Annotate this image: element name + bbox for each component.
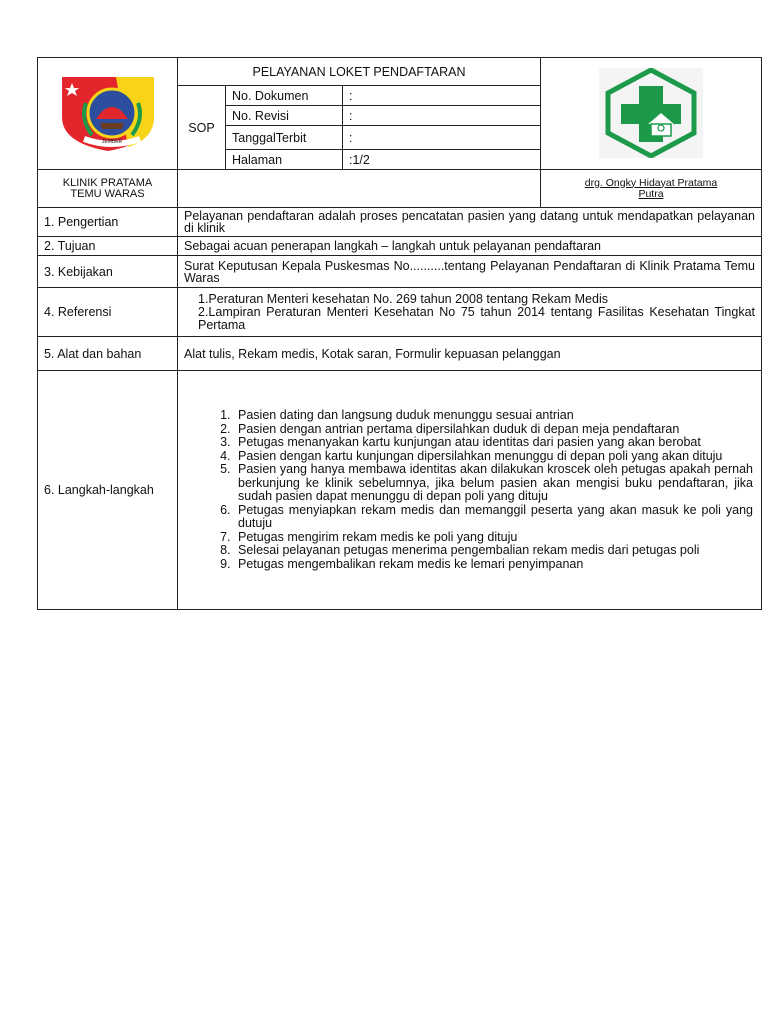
regency-logo-text: JEMBER (101, 138, 122, 145)
step-item: 1. Pasien dating dan langsung duduk menunggu sesuai antrian (234, 409, 753, 423)
section-label-pengertian: 1. Pengertian (38, 208, 178, 237)
section-text-kebijakan: Surat Keputusan Kepala Puskesmas No..........tentang Pelayanan Pendaftaran di Klinik Pratama Temu Waras (178, 256, 762, 288)
step-item: 7. Petugas mengirim rekam medis ke poli yang dituju (234, 531, 753, 545)
sop-label: SOP (178, 86, 226, 170)
signer-name-line2: Putra (638, 187, 664, 200)
clinic-cross-logo (599, 68, 703, 158)
clinic-logo-cell (541, 58, 762, 170)
section-text-referensi (178, 288, 762, 337)
section-text-langkah (178, 371, 762, 610)
section-label-langkah: 6. Langkah-langkah (38, 371, 178, 610)
revision-label: No. Revisi (226, 106, 343, 126)
section-text-pengertian: Pelayanan pendaftaran adalah proses pencatatan pasien yang datang untuk mendapatkan pelayanan di klinik (178, 208, 762, 237)
regency-shield-logo (56, 73, 160, 153)
signer-name (541, 170, 762, 208)
step-item: 9. Petugas mengembalikan rekam medis ke lemari penyimpanan (234, 558, 753, 572)
signer-name-line1: drg. Ongky Hidayat Pratama (584, 176, 718, 189)
clinic-name-line1: KLINIK PRATAMA (62, 176, 153, 189)
section-label-referensi: 4. Referensi (38, 288, 178, 337)
sop-document (37, 57, 761, 610)
page-label: Halaman (226, 150, 343, 170)
step-item: 5. Pasien yang hanya membawa identitas akan dilakukan kroscek oleh petugas apakah pernah berkunjung ke klinik sebelumnya, jika belum pasien akan mengisi buku pendaftaran, jika sudah pasien dapat menunggu di depan poli yang dituju (234, 463, 753, 504)
revision-value: : (343, 106, 541, 126)
step-item: 6. Petugas menyiapkan rekam medis dan memanggil peserta yang akan masuk ke poli yang dutuju (234, 504, 753, 531)
steps-list (184, 409, 753, 571)
page-value: :1/2 (343, 150, 541, 170)
issue-date-label: TanggalTerbit (226, 126, 343, 150)
section-text-tujuan: Sebagai acuan penerapan langkah – langkah untuk pelayanan pendaftaran (178, 237, 762, 256)
issue-date-value: : (343, 126, 541, 150)
regency-logo-cell (38, 58, 178, 170)
reference-item: 2.Lampiran Peraturan Menteri Kesehatan No 75 tahun 2014 tentang Fasilitas Kesehatan Tingkat Pertama (198, 304, 755, 332)
clinic-name (38, 170, 178, 208)
step-item: 2. Pasien dengan antrian pertama dipersilahkan duduk di depan meja pendaftaran (234, 423, 753, 437)
sop-table (37, 57, 762, 610)
doc-number-label: No. Dokumen (226, 86, 343, 106)
reference-item: 1.Peraturan Menteri kesehatan No. 269 tahun 2008 tentang Rekam Medis (198, 291, 608, 306)
step-item: 4. Pasien dengan kartu kunjungan dipersilahkan menunggu di depan poli yang akan dituju (234, 450, 753, 464)
step-item: 3. Petugas menanyakan kartu kunjungan atau identitas dari pasien yang akan berobat (234, 436, 753, 450)
doc-number-value: : (343, 86, 541, 106)
section-text-alat: Alat tulis, Rekam medis, Kotak saran, Formulir kepuasan pelanggan (178, 337, 762, 371)
step-item: 8. Selesai pelayanan petugas menerima pengembalian rekam medis dari petugas poli (234, 544, 753, 558)
document-title: PELAYANAN LOKET PENDAFTARAN (178, 58, 541, 86)
section-label-kebijakan: 3. Kebijakan (38, 256, 178, 288)
signature-blank (178, 170, 541, 208)
reference-list (184, 293, 755, 332)
section-label-alat: 5. Alat dan bahan (38, 337, 178, 371)
clinic-name-line2: TEMU WARAS (70, 187, 145, 200)
section-label-tujuan: 2. Tujuan (38, 237, 178, 256)
